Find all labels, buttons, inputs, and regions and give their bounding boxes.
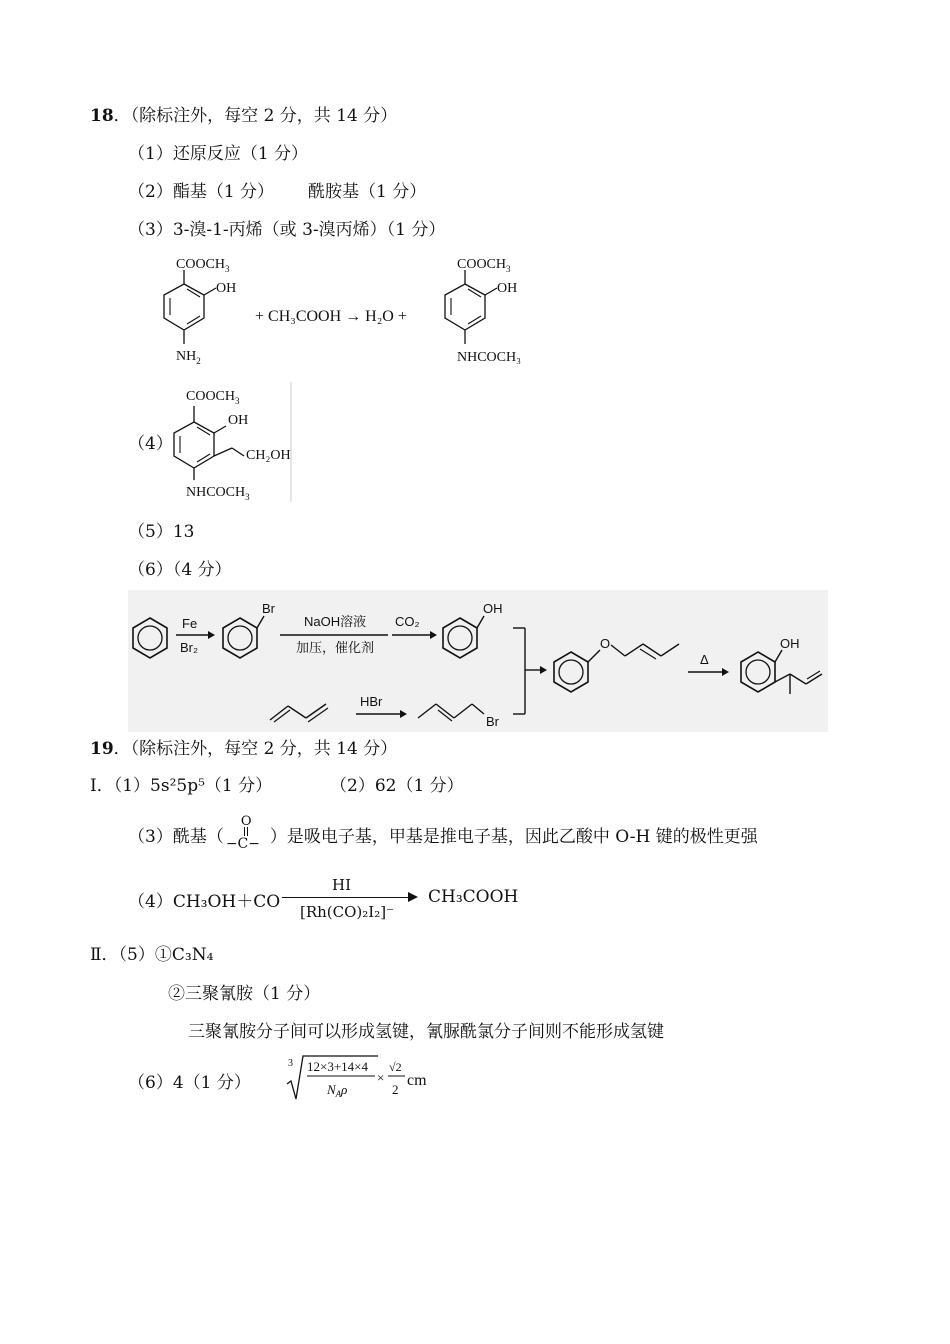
q19-answer-6: （6）4（1 分） xyxy=(128,1073,251,1093)
phenol-structure xyxy=(443,601,503,658)
q19-answer-3-lead: （3）酰基（ xyxy=(128,827,224,847)
conditions-label: 加压，催化剂 xyxy=(296,640,375,655)
denominator-two: 2 xyxy=(392,1082,399,1097)
q19-answer-5b: ②三聚氰胺（1 分） xyxy=(168,984,321,1004)
svg-text:COOCH3: $COOCH_3$ xyxy=(176,257,230,274)
q18-answer-4-label: （4） xyxy=(128,434,173,454)
cube-root-index: 3 xyxy=(288,1058,293,1069)
hbr-label: HBr xyxy=(360,694,383,709)
q19-number: 19 xyxy=(90,739,114,759)
q19-answer-4-rhs: CH₃COOH xyxy=(428,887,519,907)
svg-text:NH2: $NH_2$ xyxy=(176,349,201,366)
q18-answer-2b: 酰胺基（1 分） xyxy=(308,182,427,202)
q19-part2-answer-5: Ⅱ．（5）①C₃N₄ xyxy=(90,945,214,965)
synthesis-scheme xyxy=(128,590,828,732)
q19-part1-row1 xyxy=(90,771,272,796)
svg-text:NAρ: $N_A\rho$ xyxy=(327,1082,348,1099)
ether-o: O xyxy=(600,636,611,651)
q19-answer-2: （2）62（1 分） xyxy=(330,776,464,796)
electron-configuration: 5s²5p⁵（1 分） xyxy=(150,776,273,796)
q18-header xyxy=(90,101,397,126)
svg-text:COOCH3: $COOCH_3$ xyxy=(457,257,511,274)
arrow-bottom-label: [Rh(CO)₂I₂]⁻ xyxy=(300,903,395,921)
bromobenzene-structure xyxy=(223,601,276,658)
butadiene-structure xyxy=(270,704,328,722)
br2-label: Br₂ xyxy=(180,640,199,655)
reaction-arrow xyxy=(282,876,418,920)
q19-answer-5c: 三聚氰胺分子间可以形成氢键，氰脲酰氯分子间则不能形成氢键 xyxy=(188,1022,664,1042)
q18-answer-3: （3）3-溴-1-丙烯（或 3-溴丙烯）（1 分） xyxy=(128,220,446,240)
product-structure xyxy=(445,257,521,365)
reactant-structure xyxy=(164,257,236,366)
equation-middle: + CH₃COOH → H₂O + xyxy=(255,308,407,325)
acyl-o: O xyxy=(240,813,252,829)
svg-text:NHCOCH3: $NHCOCH_3$ xyxy=(186,485,250,502)
acyl-c: −C− xyxy=(225,835,261,852)
product-oh-label: OH xyxy=(780,636,800,651)
q19-part1-label: Ⅰ．（1） xyxy=(90,776,151,796)
s4-ch2oh: CH₂OH xyxy=(246,448,291,463)
unit-cm: cm xyxy=(407,1072,427,1089)
s4-oh: OH xyxy=(228,413,249,428)
arrow-top-label: HI xyxy=(332,876,352,894)
product-nhcoch3: NHCOCH₃ xyxy=(457,350,521,365)
q18-answer-5: （5）13 xyxy=(128,522,195,542)
reactant-oh: OH xyxy=(216,281,237,296)
q18-number: 18 xyxy=(90,106,114,126)
q19-header-text: ．（除标注外，每空 2 分，共 14 分） xyxy=(113,739,398,759)
q19-formula xyxy=(283,1052,453,1104)
q18-reaction-equation xyxy=(150,250,550,375)
svg-text:COOCH3: $COOCH_3$ xyxy=(186,389,240,406)
crotyl-br-label: Br xyxy=(486,714,499,729)
delta-label: Δ xyxy=(700,652,709,667)
q18-answer-2a: （2）酯基（1 分） xyxy=(128,182,275,202)
q19-answer-4-lhs: （4）CH₃OH＋CO xyxy=(128,892,281,912)
co2-label: CO₂ xyxy=(395,614,420,629)
q19-answer-3 xyxy=(128,813,758,852)
product-oh: OH xyxy=(497,281,518,296)
q18-answer-4-structure xyxy=(160,380,310,505)
q19-header xyxy=(90,734,397,759)
acyl-group-structure xyxy=(224,813,270,852)
crotyl-bromide-structure xyxy=(418,704,500,729)
q18-answer-1: （1）还原反应（1 分） xyxy=(128,144,309,164)
q18-header-text: ．（除标注外，每空 2 分，共 14 分） xyxy=(113,106,398,126)
times-sign: × xyxy=(377,1070,385,1085)
q18-answer-6: （6）（4 分） xyxy=(128,560,232,580)
br-label: Br xyxy=(262,601,275,616)
allyl-phenyl-ether-structure xyxy=(554,636,679,692)
fe-label: Fe xyxy=(182,616,198,631)
naoh-label: NaOH溶液 xyxy=(304,614,367,629)
benzene-structure xyxy=(133,618,167,658)
formula-numerator: 12×3+14×4 xyxy=(307,1059,368,1074)
synthesis-scheme-svg xyxy=(128,590,828,732)
sqrt2: √2 xyxy=(389,1060,402,1074)
phenol-oh: OH xyxy=(483,601,503,616)
q19-answer-3-tail: ）是吸电子基，甲基是推电子基，因此乙酸中 O-H 键的极性更强 xyxy=(269,827,758,847)
claisen-product-structure xyxy=(741,636,822,694)
